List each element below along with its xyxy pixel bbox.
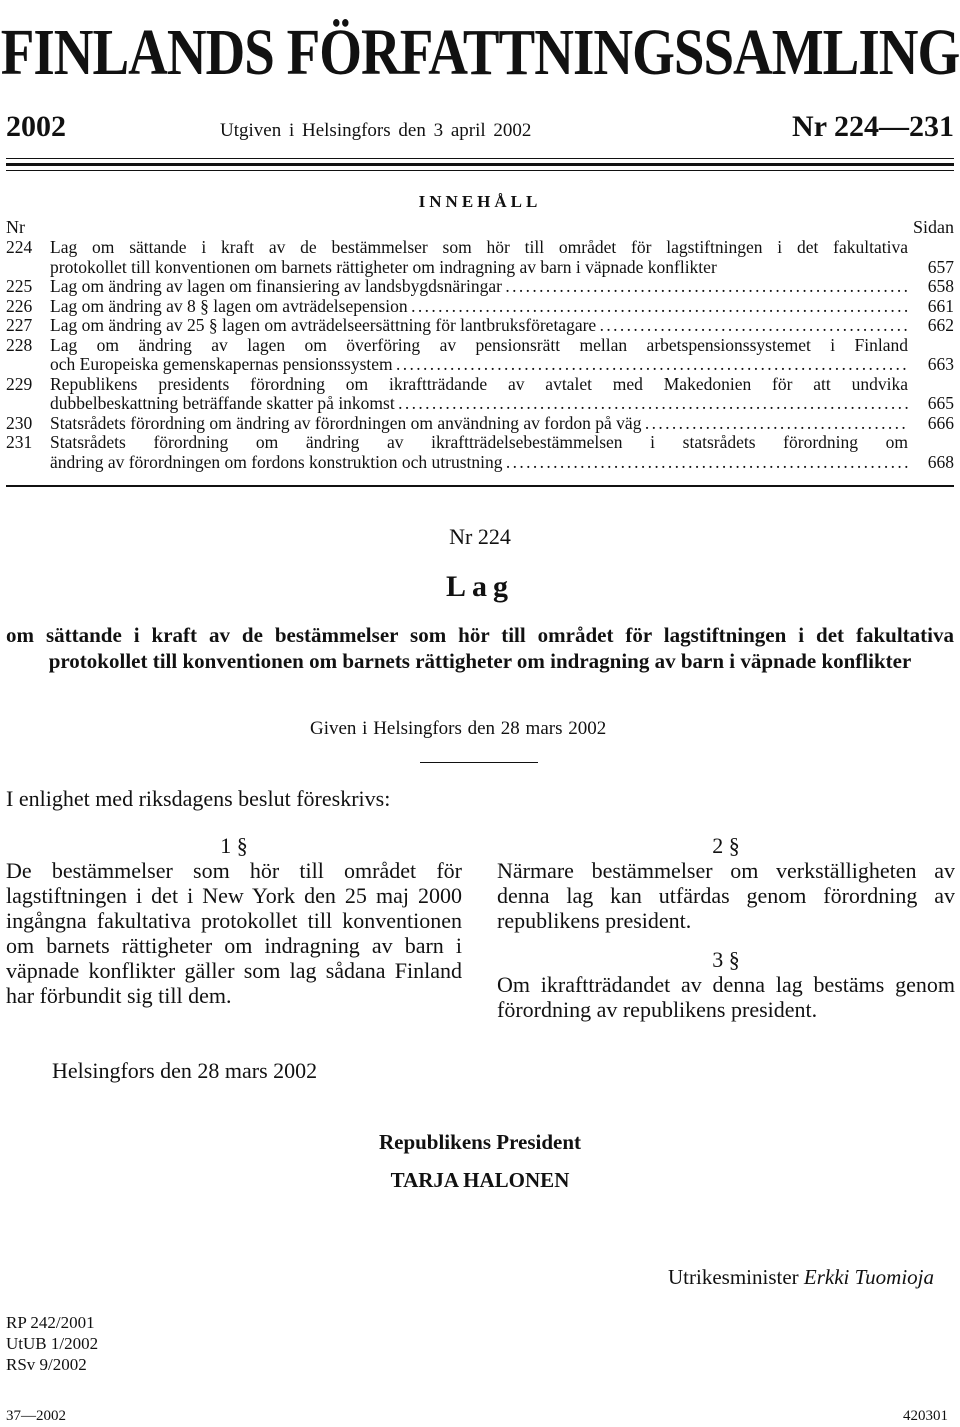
toc-entry-page: 662 (927, 315, 954, 335)
publication-masthead: FINLANDS FÖRFATTNINGSSAMLING (0, 15, 960, 89)
right-column (497, 833, 955, 1022)
toc-entry-page: 665 (927, 393, 954, 413)
toc-entry-page: 666 (927, 412, 954, 433)
footer-left: 37—2002 (6, 1408, 66, 1424)
toc-entry[interactable] (6, 433, 954, 472)
section-heading: 2 § (712, 833, 740, 858)
toc-entry-title: Statsrådets förordning om ändring av förordningen om användning av fordon på väg (50, 413, 642, 433)
toc-entry-page: 661 (927, 295, 954, 316)
toc-entry-title: Lag om ändring av lagen om överföring av pensionsrätt mellan arbetspensionssystemet i Finland (50, 335, 908, 355)
minister-name: Erkki Tuomioja (803, 1265, 934, 1289)
reference-item: RP 242/2001 (6, 1313, 95, 1332)
toc-col-page: Sidan (912, 217, 954, 237)
toc-entry-title: protokollet till konventionen om barnets rättigheter om indragning av barn i väpnade konflikter (50, 257, 717, 277)
toc-entry-title: ändring av förordningen om fordons konstruktion och utrustning (50, 452, 503, 472)
toc-entry-number: 224 (6, 237, 33, 257)
act-divider (420, 762, 538, 763)
toc-entry-title: Lag om ändring av lagen om finansiering av landsbygdsnäringar (50, 277, 502, 296)
president-name: TARJA HALONEN (390, 1168, 570, 1192)
toc-entry-number: 229 (6, 373, 33, 394)
header-rule-thin (6, 158, 954, 159)
header-rule-thin-2 (6, 170, 954, 171)
section-heading: 1 § (220, 833, 248, 858)
toc-entry[interactable] (6, 238, 954, 277)
toc-entry-number: 227 (6, 315, 33, 335)
toc-entry-number: 231 (6, 432, 33, 452)
toc-entry-number: 228 (6, 334, 33, 355)
section-heading: 3 § (712, 947, 740, 972)
toc-entry-page: 658 (927, 276, 954, 296)
toc-entry-number: 230 (6, 412, 33, 433)
toc-entry[interactable] (6, 316, 954, 336)
toc-entry-title: Republikens presidents förordning om ikraftträdande av avtalet med Makedonien för att undvika (50, 374, 908, 394)
minister-signature (668, 1265, 934, 1290)
section-text: De bestämmelser som hör till området för lagstiftningen i det i New York den 25 maj 2000 ingångna fakultativa protokollet till konventionen om barnets rättigheter om indragning av barn i väpnade konflikter gäller som lag sådana Finland har förbundit sig till dem. (6, 858, 462, 1008)
toc-entry[interactable] (6, 336, 954, 375)
issue-date: Utgiven i Helsingfors den 3 april 2002 (220, 120, 532, 141)
toc-title: INNEHÅLL (418, 192, 542, 211)
legislative-references (6, 1312, 98, 1375)
toc-entry-title: Statsrådets förordning om ändring av ikraftträdelsebestämmelsen i statsrådets förordning om (50, 433, 908, 452)
act-type: Lag (445, 570, 514, 603)
act-preamble: I enlighet med riksdagens beslut föreskrivs: (6, 786, 391, 811)
header-rule-thick (6, 163, 954, 166)
act-number: Nr 224 (449, 524, 511, 549)
toc-entry-number: 226 (6, 295, 33, 316)
toc-entry-title: Lag om ändring av 8 § lagen om avträdelsepension (50, 296, 408, 316)
toc-entry-title: dubbelbeskattning beträffande skatter på inkomst (50, 394, 395, 413)
toc-entry-page: 668 (927, 451, 954, 472)
toc-column-headers (6, 217, 954, 238)
reference-item: RSv 9/2002 (6, 1355, 87, 1374)
toc-entry-page: 663 (927, 354, 954, 374)
toc-entry[interactable] (6, 297, 954, 317)
issue-number-range: Nr 224—231 (792, 110, 954, 143)
section-text: Om ikraftträdandet av denna lag bestäms genom förordning av republikens president. (497, 972, 955, 1022)
toc-entry-title: Lag om sättande i kraft av de bestämmelser som hör till området för lagstiftningen i det fakultativa (50, 238, 908, 257)
toc-col-nr: Nr (6, 217, 25, 237)
footer-right: 420301 (903, 1408, 948, 1424)
left-column (6, 833, 462, 1008)
toc-entry-title: Lag om ändring av 25 § lagen om avträdelseersättning för lantbruksföretagare (50, 316, 597, 335)
section-text: Närmare bestämmelser om verkställigheten av denna lag kan utfärdas genom förordning av republikens president. (497, 858, 955, 933)
toc-entry[interactable] (6, 414, 954, 434)
act-given-date: Given i Helsingfors den 28 mars 2002 (310, 718, 607, 739)
toc-entry-page: 657 (927, 256, 954, 277)
toc-entry[interactable] (6, 375, 954, 414)
issue-year: 2002 (6, 110, 66, 143)
toc-bottom-rule (6, 485, 954, 487)
president-role: Republikens President (378, 1130, 582, 1154)
table-of-contents (6, 238, 954, 472)
issue-header (6, 110, 954, 150)
toc-entry-title: och Europeiska gemenskapernas pensionssystem (50, 355, 393, 374)
signing-place-date: Helsingfors den 28 mars 2002 (52, 1058, 318, 1083)
toc-entry-number: 225 (6, 276, 33, 296)
minister-title: Utrikesminister (668, 1265, 799, 1289)
reference-item: UtUB 1/2002 (6, 1334, 99, 1353)
act-title: om sättande i kraft av de bestämmelser som hör till området för lagstiftningen i det fakultativa protokollet till konventionen om barnets rättigheter om indragning av barn i väpnade konflikter (6, 623, 954, 673)
toc-entry[interactable] (6, 277, 954, 297)
